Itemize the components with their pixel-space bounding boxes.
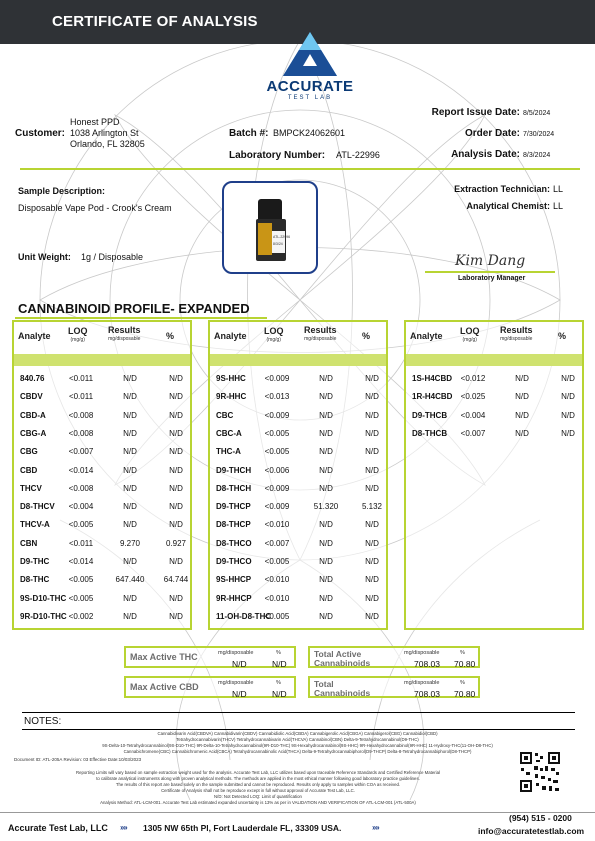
percent-cell: N/D [169, 593, 183, 603]
col-percent: % [558, 331, 567, 341]
logo-name: ACCURATE [266, 78, 354, 95]
result-cell: N/D [123, 520, 137, 530]
fine-print-line: Certificate of Analysis shall not be reproduce except in full without approval of Accurate Test Lab, LLC. [161, 788, 355, 793]
table-row [210, 520, 386, 538]
analyte-cell: 9S-HHCP [216, 575, 252, 585]
col-analyte: Analyte [410, 331, 443, 341]
percent-label: % [460, 650, 465, 656]
percent-cell: N/D [365, 557, 379, 566]
analyte-cell: D8-THC [20, 575, 50, 585]
triangle-logo-icon [255, 30, 365, 78]
analyte-cell: 9R-D10-THC [20, 611, 67, 621]
table-row [210, 539, 386, 557]
table-row [406, 374, 582, 392]
customer-label: Customer: [15, 128, 66, 139]
percent-cell: N/D [169, 557, 183, 566]
table-row [210, 575, 386, 593]
analyte-cell: CBDV [20, 392, 43, 402]
analyte-cell: D9-THCO [216, 557, 252, 566]
result-cell: N/D [319, 520, 333, 530]
percent-cell: N/D [365, 374, 379, 383]
loq-cell: <0.005 [264, 428, 290, 438]
lab-number-value: ATL-22996 [336, 150, 380, 160]
analyte-cell: CBG [20, 447, 38, 457]
analyte-cell: 1S-H4CBD [412, 374, 453, 383]
col-loq: LOQ (mg/g) [68, 326, 88, 343]
fine-print-line: Cannabichromene(CBC) Cannabichromenic Acid(CBCA) Tetrahydrocannabinolic Acid(THCA) Delta-9-Tetrahydrocannabiphorol(D9-THCP) Delta-8-Tetrahydrocannabiphorol(D8-THCP) [123, 749, 472, 754]
fine-print-line: N/D: Not Detected LOQ: Limit of quantification [214, 794, 302, 799]
percent-cell: N/D [561, 392, 575, 402]
batch-label: Batch #: [229, 128, 269, 139]
analyte-cell: D8-THCO [216, 538, 252, 548]
col-results: Results mg/disposable [108, 325, 141, 342]
percent-cell: N/D [365, 611, 379, 621]
analyte-cell: D8-THCB [412, 428, 448, 438]
fine-print-line: Analysis Method: ATL-LCM-001. Accurate Test Lab estimated expanded uncertainty is 13% as per in VALIDATION AND VERIFICATION OF ATL-LCM-001 (ATL-500A) [100, 800, 416, 805]
result-cell: N/D [319, 483, 333, 493]
col-loq: LOQ (mg/g) [264, 326, 284, 343]
max-active-cbd-pct: N/D [272, 689, 287, 699]
total-mg: 708.03 [414, 689, 440, 699]
loq-cell: <0.005 [264, 557, 290, 566]
signature-line [425, 271, 555, 273]
result-cell: N/D [319, 447, 333, 457]
loq-cell: <0.010 [264, 520, 290, 530]
total-active-label-line2: Cannabinoids [314, 658, 371, 668]
percent-cell: N/D [365, 575, 379, 585]
unit-weight-value: 1g / Disposable [81, 252, 144, 262]
analyte-cell: D8-THCH [216, 483, 252, 493]
result-cell: N/D [319, 392, 333, 402]
percent-cell: N/D [169, 520, 183, 530]
sample-label-id: ATL-22996 [273, 235, 291, 239]
result-cell: N/D [123, 428, 137, 438]
qr-code-icon[interactable] [518, 750, 562, 794]
unit-label: mg/disposable [404, 650, 440, 656]
max-active-thc-mg: N/D [232, 659, 247, 669]
section-underline [15, 317, 267, 319]
result-cell: N/D [319, 428, 333, 438]
table-row [14, 411, 190, 429]
result-cell: N/D [123, 410, 137, 420]
report-date-value: 8/5/2024 [523, 110, 551, 117]
analyte-cell: THC-A [216, 447, 241, 457]
total-label-line2: Cannabinoids [314, 688, 371, 698]
report-date-label: Report Issue Date: [431, 107, 520, 118]
document-title: CERTIFICATE OF ANALYSIS [52, 13, 258, 30]
percent-cell: N/D [169, 465, 183, 475]
result-cell: N/D [319, 410, 333, 420]
table-row [210, 612, 386, 630]
fine-print-line: Cannabidivarin Acid(CBDVA) Cannabidivarin(CBDV) Cannabidiolic Acid(CBDA) Cannabigerolic Acid(CBGA) Cannabigerol(CBG) Cannabidiol(CBD) [157, 731, 438, 736]
table-header [406, 322, 582, 354]
header-band [210, 354, 386, 366]
analysis-date-label: Analysis Date: [451, 149, 520, 160]
percent-cell: N/D [169, 374, 183, 383]
percent-cell: N/D [365, 392, 379, 402]
sample-label-date: 8/3/24 [273, 242, 283, 246]
percent-cell: N/D [365, 538, 379, 548]
analysis-date-value: 8/3/2024 [523, 152, 551, 159]
percent-cell: N/D [365, 447, 379, 457]
analyte-cell: CBC [216, 410, 234, 420]
percent-cell: 0.927 [165, 538, 187, 548]
unit-weight-label: Unit Weight: [18, 252, 71, 262]
loq-cell: <0.009 [264, 483, 290, 493]
table-row [210, 557, 386, 575]
result-cell: N/D [123, 593, 137, 603]
col-analyte: Analyte [214, 331, 247, 341]
analyte-cell: 840.76 [20, 374, 45, 383]
analyte-cell: CBC-A [216, 428, 242, 438]
loq-cell: <0.007 [68, 447, 94, 457]
table-row [210, 502, 386, 520]
analyte-cell: CBD-A [20, 410, 46, 420]
loq-cell: <0.005 [264, 611, 290, 621]
result-cell: N/D [515, 374, 529, 383]
result-cell: N/D [123, 611, 137, 621]
total-active-mg: 708.03 [414, 659, 440, 669]
fine-print-line: Tetrahydrocannabivarin(THCV) Tetrahydrocannabivarin Acid(THCVA) Cannabinol(CBN) Delta-9-Tetrahydrocannabinol(D9-THC) [176, 737, 419, 742]
header-band [14, 354, 190, 366]
result-cell: N/D [123, 502, 137, 512]
cannabinoid-table-3 [404, 320, 584, 630]
total-active-label-line1: Total Active [314, 649, 362, 659]
table-row [14, 392, 190, 410]
result-cell: N/D [319, 465, 333, 475]
table-row [14, 575, 190, 593]
analyte-cell: 9R-HHCP [216, 593, 252, 603]
percent-cell: N/D [169, 502, 183, 512]
notes-label: NOTES: [24, 716, 62, 727]
table-row [210, 447, 386, 465]
percent-cell: N/D [169, 447, 183, 457]
table-header [210, 322, 386, 354]
percent-cell: N/D [365, 410, 379, 420]
sample-description-label: Sample Description: [18, 186, 106, 196]
loq-cell: <0.005 [264, 447, 290, 457]
percent-cell: N/D [365, 483, 379, 493]
table-row [14, 557, 190, 575]
customer-address-line2: Orlando, FL 32805 [70, 139, 145, 149]
result-cell: N/D [123, 392, 137, 402]
result-cell: N/D [319, 557, 333, 566]
lab-number-label: Laboratory Number: [229, 150, 326, 161]
max-active-thc-pct: N/D [272, 659, 287, 669]
loq-cell: <0.002 [68, 611, 94, 621]
table-row [14, 466, 190, 484]
table-header [14, 322, 190, 354]
analyte-cell: CBG-A [20, 428, 47, 438]
extraction-tech-label: Extraction Technician: [454, 184, 550, 194]
fine-print-analytes [20, 731, 575, 755]
cannabinoid-table-2 [208, 320, 388, 630]
table-row [14, 520, 190, 538]
loq-cell: <0.005 [68, 520, 94, 530]
loq-cell: <0.007 [460, 428, 486, 438]
percent-cell: 5.132 [361, 502, 383, 512]
col-percent: % [166, 331, 175, 341]
percent-cell: N/D [169, 392, 183, 402]
percent-cell: N/D [561, 428, 575, 438]
analyte-cell: 9S-D10-THC [20, 593, 67, 603]
notes-area [22, 712, 575, 730]
table-row [210, 466, 386, 484]
analyte-cell: THCV-A [20, 520, 50, 530]
percent-label: % [276, 680, 281, 686]
table-row [210, 411, 386, 429]
footer-arrow-icon: ›››› [120, 823, 127, 832]
loq-cell: <0.010 [264, 575, 290, 585]
max-active-cbd-label: Max Active CBD [130, 682, 199, 692]
loq-cell: <0.005 [68, 593, 94, 603]
loq-cell: <0.004 [68, 502, 94, 512]
percent-cell: N/D [561, 410, 575, 420]
total-cannabinoids-box [308, 676, 480, 698]
lab-manager-label: Laboratory Manager [458, 275, 526, 282]
result-cell: 9.270 [119, 538, 141, 548]
order-date-value: 7/30/2024 [523, 131, 555, 138]
analyte-cell: 1R-H4CBD [412, 392, 453, 402]
result-cell: N/D [123, 447, 137, 457]
percent-cell: N/D [365, 520, 379, 530]
batch-value: BMPCK24062601 [273, 128, 346, 138]
loq-cell: <0.004 [460, 410, 486, 420]
percent-cell: N/D [169, 611, 183, 621]
col-results: Results mg/disposable [500, 325, 533, 342]
footer-arrow-icon: ›››› [372, 823, 379, 832]
result-cell: 647.440 [115, 575, 145, 585]
loq-cell: <0.010 [264, 593, 290, 603]
col-analyte: Analyte [18, 331, 51, 341]
table-row [14, 594, 190, 612]
vape-pod-photo [224, 183, 316, 272]
max-active-thc-label: Max Active THC [130, 652, 198, 662]
loq-cell: <0.008 [68, 428, 94, 438]
result-cell: N/D [515, 392, 529, 402]
result-cell: 51.320 [313, 502, 339, 512]
order-date-label: Order Date: [464, 128, 520, 139]
max-active-thc-box [124, 646, 296, 668]
analyte-cell: D8-THCP [216, 520, 251, 530]
col-results: Results mg/disposable [304, 325, 337, 342]
loq-cell: <0.008 [68, 483, 94, 493]
footer-divider [0, 812, 595, 813]
manager-signature: Kim Dang [455, 253, 526, 269]
analyte-cell: 11-OH-D8-THC [216, 611, 272, 621]
accurate-logo [255, 30, 365, 101]
footer-email[interactable]: info@accuratetestlab.com [478, 826, 585, 836]
analyte-cell: D9-THCH [216, 465, 252, 475]
col-percent: % [362, 331, 371, 341]
fine-print-line: The results of this report are based solely on the sample submitted and cannot be reproduced. Results only apply to samples within COA as received. [115, 782, 401, 787]
loq-cell: <0.009 [264, 410, 290, 420]
cannabinoid-profile-title: CANNABINOID PROFILE- EXPANDED [18, 301, 250, 316]
unit-label: mg/disposable [218, 680, 254, 686]
customer-name: Honest PPD [70, 117, 120, 127]
footer-phone[interactable]: (954) 515 - 0200 [509, 813, 572, 823]
analytical-chemist-label: Analytical Chemist: [466, 201, 550, 211]
header-band [406, 354, 582, 366]
table-row [210, 484, 386, 502]
fine-print-line: to calibrate analytical instruments along with proven analytical methods. The methods are applied in the most ethical manner following good laboratory practice guidelines. [96, 776, 420, 781]
max-active-cbd-mg: N/D [232, 689, 247, 699]
loq-cell: <0.009 [264, 502, 290, 512]
result-cell: N/D [319, 538, 333, 548]
analyte-cell: D9-THCP [216, 502, 251, 512]
loq-cell: <0.008 [68, 410, 94, 420]
table-row [210, 594, 386, 612]
loq-cell: <0.014 [68, 465, 94, 475]
logo-subtitle: TEST LAB [287, 95, 333, 101]
table-row [406, 429, 582, 447]
result-cell: N/D [319, 593, 333, 603]
total-pct: 70.80 [454, 689, 476, 699]
table-row [210, 429, 386, 447]
loq-cell: <0.011 [68, 538, 94, 548]
percent-cell: 64.744 [163, 575, 189, 585]
result-cell: N/D [123, 483, 137, 493]
footer-address: 1305 NW 65th Pl, Fort Lauderdale FL, 33309 USA. [143, 823, 342, 833]
loq-cell: <0.007 [264, 538, 290, 548]
loq-cell: <0.005 [68, 575, 94, 585]
extraction-tech-value: LL [553, 184, 564, 194]
divider-line [20, 168, 580, 170]
table-row [14, 429, 190, 447]
percent-cell: N/D [169, 428, 183, 438]
table-row [406, 392, 582, 410]
result-cell: N/D [123, 374, 137, 383]
result-cell: N/D [515, 428, 529, 438]
analyte-cell: D9-THC [20, 557, 50, 566]
percent-label: % [276, 650, 281, 656]
fine-print-line: 9S-Delta-10-Tetrahydrocannabinol(9S-D10-THC) 9R-Delta-10-Tetrahydrocannabinol(9R-D10-THC) 9S-Hexahydrocannabinol(9S-HHC) 9R-Hexahydrocannabinol(9R-HHC) 11-Hydroxy-THC(11-OH-D8-THC) [102, 743, 493, 748]
table-row [210, 392, 386, 410]
document-id: Document ID: ATL-205A Revision: 03 Effective Date:10/03/2023 [14, 757, 142, 762]
percent-cell: N/D [561, 374, 575, 383]
total-active-cannabinoids-box [308, 646, 480, 668]
result-cell: N/D [515, 410, 529, 420]
result-cell: N/D [319, 374, 333, 383]
table-row [14, 374, 190, 392]
analyte-cell: 9S-HHC [216, 374, 246, 383]
result-cell: N/D [319, 611, 333, 621]
result-cell: N/D [319, 575, 333, 585]
table-row [14, 484, 190, 502]
percent-cell: N/D [169, 483, 183, 493]
table-row [406, 411, 582, 429]
result-cell: N/D [123, 557, 137, 566]
percent-cell: N/D [169, 410, 183, 420]
percent-cell: N/D [365, 593, 379, 603]
sample-description-value: Disposable Vape Pod - Crook's Cream [18, 203, 172, 213]
loq-cell: <0.009 [264, 374, 290, 383]
loq-cell: <0.006 [264, 465, 290, 475]
analyte-cell: CBN [20, 538, 38, 548]
max-active-cbd-box [124, 676, 296, 698]
table-row [14, 612, 190, 630]
loq-cell: <0.013 [264, 392, 290, 402]
analyte-cell: 9R-HHC [216, 392, 247, 402]
total-active-pct: 70.80 [454, 659, 476, 669]
loq-cell: <0.025 [460, 392, 486, 402]
unit-label: mg/disposable [218, 650, 254, 656]
analyte-cell: CBD [20, 465, 38, 475]
table-row [210, 374, 386, 392]
fine-print-line: Reporting Limits will vary based on sample extraction weight used for the analysis. Accurate Test Lab, LLC utilizes based upon traceable Reference Standards and Certified Reference Material [76, 770, 440, 775]
cannabinoid-table-1 [12, 320, 192, 630]
analyte-cell: D8-THCV [20, 502, 55, 512]
table-row [14, 447, 190, 465]
fine-print-disclaimer [8, 770, 508, 806]
footer-company: Accurate Test Lab, LLC [8, 823, 108, 833]
customer-address-line1: 1038 Arlington St [70, 128, 139, 138]
unit-label: mg/disposable [404, 680, 440, 686]
percent-label: % [460, 680, 465, 686]
analyte-cell: D9-THCB [412, 410, 448, 420]
sample-photo-frame [222, 181, 318, 274]
percent-cell: N/D [365, 465, 379, 475]
analytical-chemist-value: LL [553, 201, 564, 211]
loq-cell: <0.011 [68, 392, 94, 402]
col-loq: LOQ (mg/g) [460, 326, 480, 343]
percent-cell: N/D [365, 428, 379, 438]
analyte-cell: THCV [20, 483, 42, 493]
loq-cell: <0.012 [460, 374, 486, 383]
loq-cell: <0.011 [68, 374, 94, 383]
loq-cell: <0.014 [68, 557, 94, 566]
table-row [14, 502, 190, 520]
table-row [14, 539, 190, 557]
result-cell: N/D [123, 465, 137, 475]
total-label-line1: Total [314, 679, 334, 689]
